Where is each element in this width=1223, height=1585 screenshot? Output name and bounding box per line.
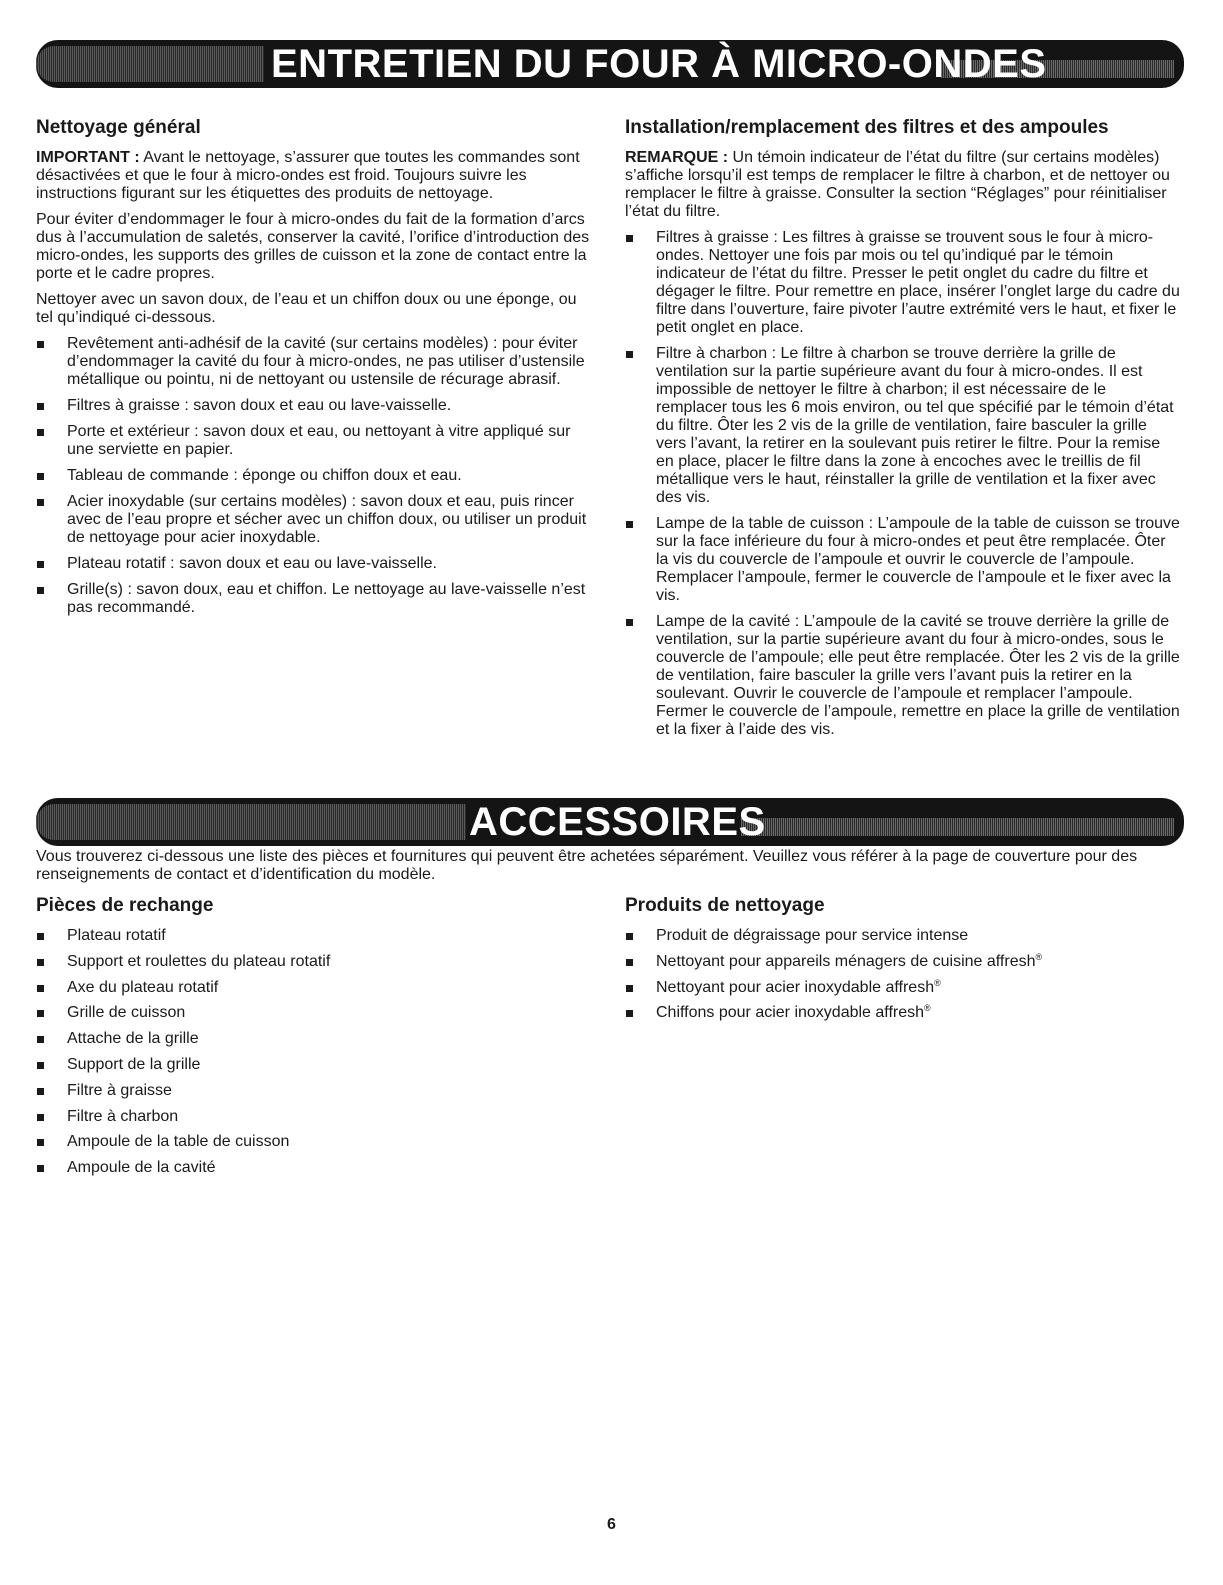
list-item: Plateau rotatif bbox=[36, 927, 591, 945]
list-item: Attache de la grille bbox=[36, 1030, 591, 1048]
parts-section bbox=[36, 895, 591, 1185]
list-item: Filtres à graisse : Les filtres à graisse se trouvent sous le four à micro-ondes. Nettoyer une fois par mois ou tel qu’indiqué par le témoin indicateur de l’état du filtre. Presser le petit onglet du cadre du filtre et dégager le filtre. Pour remettre en place, insérer l’onglet large du cadre du filtre dans l’ouverture, faire pivoter l’autre extrémité vers le haut, et fixer le petit onglet en place. bbox=[625, 229, 1180, 337]
list-item: Lampe de la table de cuisson : L’ampoule de la table de cuisson se trouve sur la face inférieure du four à micro-ondes et peut être remplacée. Ôter la vis du couvercle de l’ampoule et ouvrir le couvercle de l’ampoule. Remplacer l’ampoule, fermer le couvercle de l’ampoule et le fixer avec la vis. bbox=[625, 515, 1180, 605]
install-section bbox=[625, 117, 1180, 747]
section-banner-accessories bbox=[36, 798, 1184, 846]
registered-mark: ® bbox=[934, 977, 941, 988]
list-item: Ampoule de la table de cuisson bbox=[36, 1133, 591, 1151]
banner-pattern-left bbox=[36, 804, 466, 840]
registered-mark: ® bbox=[924, 1003, 931, 1014]
banner-pattern-right bbox=[741, 818, 1174, 836]
list-item bbox=[625, 1004, 1180, 1022]
list-item: Axe du plateau rotatif bbox=[36, 979, 591, 997]
cleaning-list bbox=[36, 335, 591, 617]
list-item: Grille de cuisson bbox=[36, 1004, 591, 1022]
product-name: Chiffons pour acier inoxydable affresh bbox=[656, 1004, 925, 1022]
list-item: Tableau de commande : éponge ou chiffon doux et eau. bbox=[36, 467, 591, 485]
list-item: Ampoule de la cavité bbox=[36, 1159, 591, 1177]
note-label: REMARQUE : bbox=[625, 149, 729, 166]
banner-title: ACCESSOIRES bbox=[469, 800, 766, 844]
list-item: Acier inoxydable (sur certains modèles) : savon doux et eau, puis rincer avec de l’eau propre et sécher avec un chiffon doux, ou utiliser un produit de nettoyage pour acier inoxydable. bbox=[36, 493, 591, 547]
install-list bbox=[625, 229, 1180, 739]
accessories-intro: Vous trouverez ci-dessous une liste des pièces et fournitures qui peuvent être achetées séparément. Veuillez vous référer à la page de couverture pour des renseignements de contact et d’identification du modèle. bbox=[36, 848, 1138, 883]
products-heading: Produits de nettoyage bbox=[625, 895, 825, 916]
list-item: Filtre à charbon bbox=[36, 1108, 591, 1126]
banner-pattern-left bbox=[36, 46, 264, 82]
list-item: Grille(s) : savon doux, eau et chiffon. Le nettoyage au lave-vaisselle n’est pas recommandé. bbox=[36, 581, 591, 617]
list-item bbox=[625, 979, 1180, 997]
note-text: Un témoin indicateur de l’état du filtre (sur certains modèles) s’affiche lorsqu’il est temps de remplacer le filtre à charbon, et de nettoyer ou remplacer le filtre à graisse. Consulter la section “Réglages” pour réinitialiser l’état du filtre. bbox=[625, 149, 1170, 220]
banner-title: ENTRETIEN DU FOUR À MICRO-ONDES bbox=[271, 42, 1047, 86]
list-item: Filtres à graisse : savon doux et eau ou lave-vaisselle. bbox=[36, 397, 591, 415]
products-list bbox=[625, 927, 1180, 1022]
cleaning-paragraph-1: Pour éviter d’endommager le four à micro-ondes du fait de la formation d’arcs dus à l’accumulation de saletés, conserver la cavité, l’orifice d’introduction des micro-ondes, les supports des grilles de cuisson et la zone de contact entre la porte et le cadre propres. bbox=[36, 211, 590, 282]
cleaning-section bbox=[36, 117, 591, 625]
product-name: Nettoyant pour acier inoxydable affresh bbox=[656, 978, 935, 996]
products-section bbox=[625, 895, 1180, 1030]
parts-list bbox=[36, 927, 591, 1177]
list-item: Filtre à charbon : Le filtre à charbon se trouve derrière la grille de ventilation sur la partie supérieure avant du four à micro-ondes. Il est impossible de nettoyer le filtre à charbon; il est nécessaire de le remplacer tous les 6 mois environ, ou tel que spécifié par le témoin d’état du filtre. Ôter les 2 vis de la grille de ventilation, faire basculer la grille vers l’avant, la retirer en la soulevant puis retirer le filtre. Pour la remise en place, placer le filtre dans la zone à encoches avec le treillis de fil métallique vers le haut, réinstaller la grille de ventilation et la fixer avec des vis. bbox=[625, 345, 1180, 507]
list-item: Filtre à graisse bbox=[36, 1082, 591, 1100]
list-item bbox=[625, 927, 1180, 945]
product-name: Nettoyant pour appareils ménagers de cuisine affresh bbox=[656, 952, 1036, 970]
parts-heading: Pièces de rechange bbox=[36, 895, 214, 916]
important-label: IMPORTANT : bbox=[36, 149, 140, 166]
list-item: Lampe de la cavité : L’ampoule de la cavité se trouve derrière la grille de ventilation, sur la partie supérieure avant du four à micro-ondes, sous le couvercle de l’ampoule; elle peut être remplacée. Ôter les 2 vis de la grille de ventilation, faire basculer la grille vers l’avant puis la retirer en la soulevant. Ouvrir le couvercle de l’ampoule et remplacer l’ampoule. Fermer le couvercle de l’ampoule, remettre en place la grille de ventilation et la fixer à l’aide des vis. bbox=[625, 613, 1180, 739]
registered-mark: ® bbox=[1035, 951, 1043, 962]
note-paragraph bbox=[625, 149, 1180, 221]
product-name: Produit de dégraissage pour service intense bbox=[656, 927, 969, 944]
page-number: 6 bbox=[607, 1516, 616, 1533]
list-item: Revêtement anti-adhésif de la cavité (sur certains modèles) : pour éviter d’endommager la cavité du four à micro-ondes, ne pas utiliser d’ustensile métallique ou pointu, ni de nettoyant ou ustensile de récurage abrasif. bbox=[36, 335, 591, 389]
list-item: Support de la grille bbox=[36, 1056, 591, 1074]
important-paragraph bbox=[36, 149, 591, 203]
list-item bbox=[625, 953, 1180, 971]
important-text: Avant le nettoyage, s’assurer que toutes les commandes sont désactivées et que le four à micro-ondes est froid. Toujours suivre les instructions figurant sur les étiquettes des produits de nettoyage. bbox=[36, 149, 580, 202]
list-item: Porte et extérieur : savon doux et eau, ou nettoyant à vitre appliqué sur une serviette en papier. bbox=[36, 423, 591, 459]
install-heading: Installation/remplacement des filtres et des ampoules bbox=[625, 117, 1109, 138]
cleaning-heading: Nettoyage général bbox=[36, 117, 201, 138]
list-item: Plateau rotatif : savon doux et eau ou lave-vaisselle. bbox=[36, 555, 591, 573]
section-banner-maintenance bbox=[36, 40, 1184, 88]
list-item: Support et roulettes du plateau rotatif bbox=[36, 953, 591, 971]
cleaning-paragraph-2: Nettoyer avec un savon doux, de l’eau et un chiffon doux ou une éponge, ou tel qu’indiqué ci-dessous. bbox=[36, 291, 577, 326]
